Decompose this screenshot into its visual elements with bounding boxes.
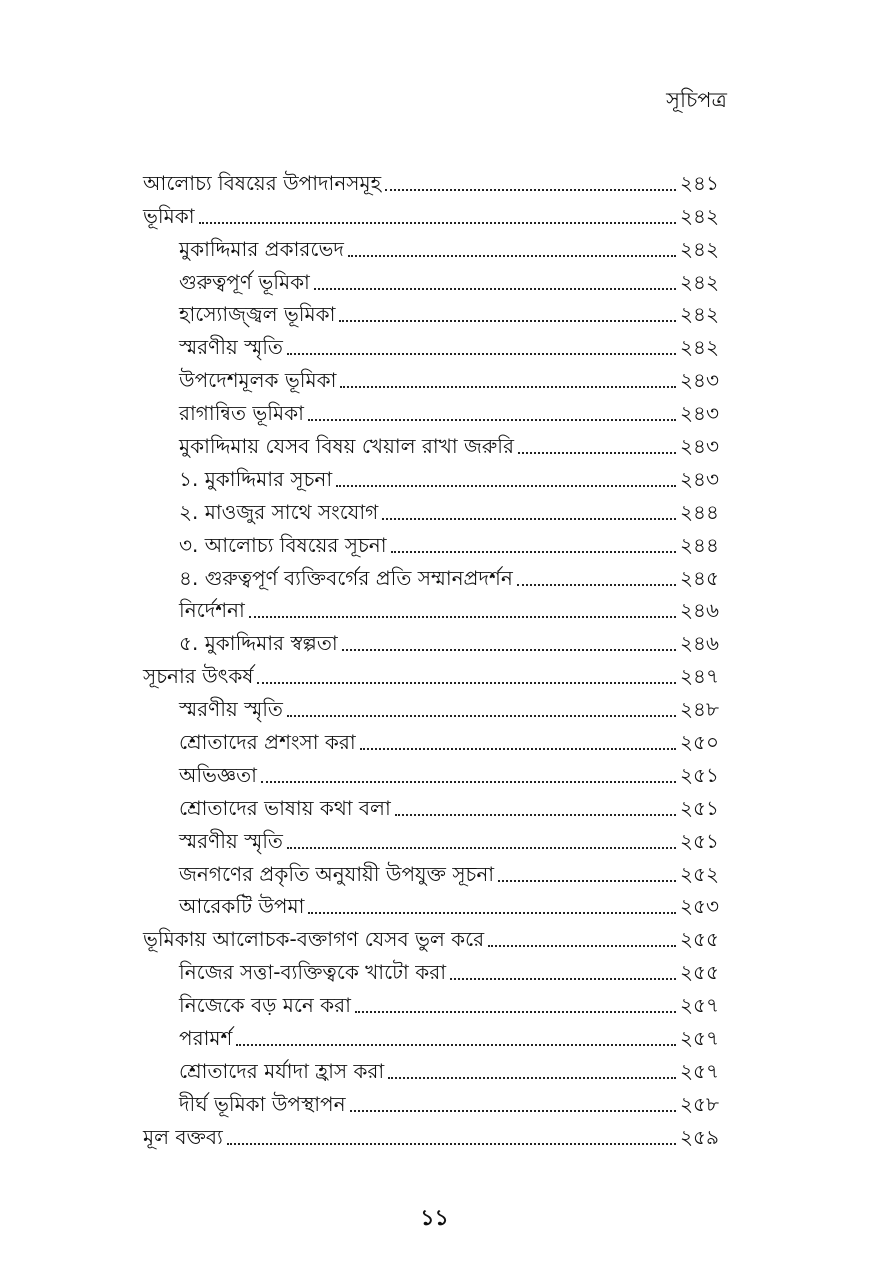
toc-entry [143,295,724,328]
toc-entry-title: অভিজ্ঞতা [179,762,257,787]
toc-entry [143,1018,724,1051]
toc-entry [143,919,724,952]
toc-entry [143,327,724,360]
toc-entry-page: ২৫৭ [680,1026,719,1051]
toc-entry-page: ২৫০ [680,730,719,755]
dot-leader [339,320,676,322]
toc-entry-page: ২৪৩ [680,368,719,393]
toc-entry-page: ২৪২ [680,236,719,261]
toc-entry-title: সূচনার উৎকর্ষ [143,664,254,689]
running-header: সূচিপত্র [666,88,727,112]
page-number: ১১ [420,1206,449,1231]
toc-entry [143,952,724,985]
toc-entry-title: দীর্ঘ ভূমিকা উপস্থাপন [179,1091,346,1116]
dot-leader [350,1110,676,1112]
toc-entry-page: ২৫১ [680,762,719,787]
toc-entry [143,1117,724,1150]
toc-entry [143,887,724,920]
toc-entry-title: ১. মুকাদ্দিমার সূচনা [179,466,333,491]
toc-entry-title: শ্রোতাদের ভাষায় কথা বলা [179,795,391,820]
toc-entry-title: ভূমিকা [143,203,195,228]
toc-entry-page: ২৫৮ [680,1091,719,1116]
toc-entry-title: ভূমিকায় আলোচক-বক্তাগণ যেসব ভুল করে [143,927,485,952]
toc-entry-title: নিজেকে বড় মনে করা [179,993,351,1018]
toc-entry-page: ২৪১ [680,170,719,195]
dot-leader [227,1143,676,1145]
dot-leader [257,682,676,684]
toc-entry [143,722,724,755]
toc-entry-title: রাগান্বিত ভূমিকা [179,401,304,426]
toc-entry [143,196,724,229]
toc-entry-title: মুকাদ্দিমার প্রকারভেদ [179,236,344,261]
toc-entry-page: ২৪৩ [680,434,719,459]
toc-entry [143,229,724,262]
dot-leader [488,945,676,947]
toc-entry [143,1084,724,1117]
toc-entry-page: ২৪২ [680,302,719,327]
dot-leader [355,1011,676,1013]
toc-entry-page: ২৪৪ [680,532,719,557]
toc-entry [143,821,724,854]
toc-entry-page: ২৫৭ [680,993,719,1018]
toc-entry [143,623,724,656]
dot-leader [336,485,676,487]
toc-entry-page: ২৫৩ [680,894,719,919]
dot-leader [498,880,676,882]
toc-entry-page: ২৪৩ [680,466,719,491]
toc-entry-page: ২৪৫ [680,565,719,590]
toc-entry-page: ২৪৭ [680,664,719,689]
toc-entry-title: স্মরণীয় স্মৃতি [179,828,283,853]
toc-entry-page: ২৪৪ [680,499,719,524]
toc-entry [143,1051,724,1084]
toc-entry-page: ২৪২ [680,335,719,360]
toc-entry-title: স্মরণীয় স্মৃতি [179,335,283,360]
toc-entry-title: মূল বক্তব্য [143,1124,223,1149]
dot-leader [385,189,676,191]
toc-entry-title: আরেকটি উপমা [179,894,305,919]
toc-entry-page: ২৪২ [680,269,719,294]
toc-entry-page: ২৫১ [680,828,719,853]
table-of-contents [143,163,724,1150]
toc-entry [143,591,724,624]
dot-leader [517,584,676,586]
dot-leader [348,255,676,257]
dot-leader [308,912,676,914]
toc-entry [143,656,724,689]
dot-leader [360,748,676,750]
dot-leader [382,518,676,520]
dot-leader [395,814,676,816]
dot-leader [308,419,676,421]
toc-entry-title: নির্দেশনা [179,598,245,623]
toc-entry [143,525,724,558]
toc-entry-title: পরামর্শ [179,1026,233,1051]
toc-entry-title: স্মরণীয় স্মৃতি [179,697,283,722]
dot-leader [249,616,676,618]
toc-entry [143,163,724,196]
toc-entry [143,459,724,492]
toc-entry [143,854,724,887]
toc-entry-page: ২৫২ [680,861,719,886]
toc-entry-page: ২৫৭ [680,1058,719,1083]
dot-leader [518,452,676,454]
toc-entry-title: ৫. মুকাদ্দিমার স্বল্পতা [179,631,338,656]
dot-leader [342,649,676,651]
toc-entry-page: ২৪২ [680,203,719,228]
dot-leader [199,222,676,224]
toc-entry-page: ২৪৮ [680,697,719,722]
dot-leader [236,1044,676,1046]
dot-leader [287,847,676,849]
toc-entry [143,689,724,722]
toc-entry-title: ২. মাওজুর সাথে সংযোগ [179,499,379,524]
toc-entry-title: ৩. আলোচ্য বিষয়ের সূচনা [179,532,387,557]
toc-entry-page: ২৪৬ [680,631,719,656]
toc-entry [143,360,724,393]
toc-entry-page: ২৫৯ [680,1124,719,1149]
dot-leader [287,715,676,717]
toc-entry-title: হাস্যোজ্জ্বল ভূমিকা [179,302,336,327]
toc-entry-title: জনগণের প্রকৃতি অনুযায়ী উপযুক্ত সূচনা [179,861,495,886]
dot-leader [391,551,676,553]
dot-leader [261,781,676,783]
toc-entry [143,985,724,1018]
toc-entry-page: ২৫১ [680,795,719,820]
toc-entry-title: গুরুত্বপূর্ণ ভূমিকা [179,269,310,294]
dot-leader [287,353,676,355]
toc-entry-title: নিজের সত্তা-ব্যক্তিত্বকে খাটো করা [179,960,446,985]
toc-entry-title: ৪. গুরুত্বপূর্ণ ব্যক্তিবর্গের প্রতি সম্মানপ্রদর্শন [179,565,513,590]
dot-leader [314,288,676,290]
toc-entry [143,262,724,295]
dot-leader [340,386,676,388]
toc-entry [143,492,724,525]
dot-leader [450,978,676,980]
toc-entry-title: উপদেশমূলক ভূমিকা [179,368,337,393]
toc-entry-title: আলোচ্য বিষয়ের উপাদানসমূহ [143,170,382,195]
toc-entry [143,558,724,591]
toc-entry [143,393,724,426]
toc-entry [143,788,724,821]
toc-entry-page: ২৫৫ [680,927,719,952]
toc-entry-title: শ্রোতাদের মর্যাদা হ্রাস করা [179,1058,385,1083]
toc-entry-page: ২৫৫ [680,960,719,985]
toc-entry-title: মুকাদ্দিমায় যেসব বিষয় খেয়াল রাখা জরুরি [179,434,514,459]
toc-entry-title: শ্রোতাদের প্রশংসা করা [179,730,356,755]
toc-entry-page: ২৪৬ [680,598,719,623]
dot-leader [388,1077,676,1079]
toc-entry [143,426,724,459]
toc-entry [143,755,724,788]
toc-entry-page: ২৪৩ [680,401,719,426]
